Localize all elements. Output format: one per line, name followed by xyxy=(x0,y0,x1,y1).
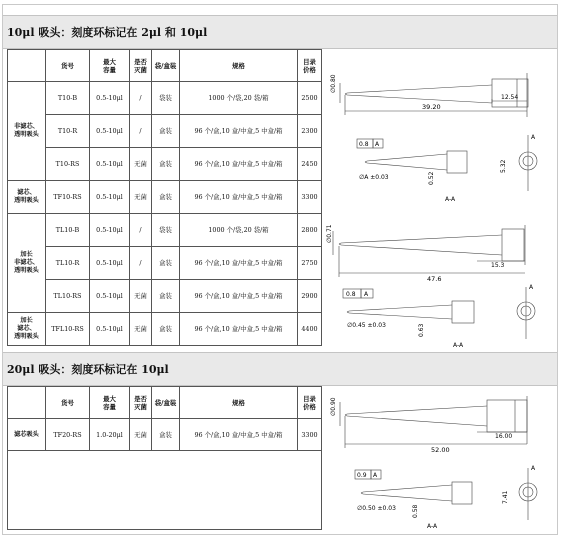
table-cell: 无菌 xyxy=(130,148,152,181)
table-row xyxy=(8,82,322,115)
table-cell: 无菌 xyxy=(130,181,152,214)
tip-diameter: ∅0.50 ±0.03 xyxy=(357,505,396,512)
table-cell: 96 个/盒,10 盒/中盒,5 中盒/箱 xyxy=(180,247,298,280)
table-cell: 0.5-10μl xyxy=(90,247,130,280)
table-cell: 2750 xyxy=(298,247,322,280)
dim-length: 47.6 xyxy=(427,275,442,283)
dim-length: 39.20 xyxy=(422,103,441,111)
tolerance-value: 0.8 xyxy=(346,291,356,298)
section-label: A-A xyxy=(453,342,464,349)
table-cell: 1.0-20μl xyxy=(90,419,130,451)
table-cell: TL10-R xyxy=(46,247,90,280)
table-cell: 袋装 xyxy=(152,82,180,115)
table-cell: 2450 xyxy=(298,148,322,181)
group-label: 滤芯吸头 xyxy=(8,419,46,451)
table-cell: 1000 个/袋,20 袋/箱 xyxy=(180,82,298,115)
group-label: 加长 滤芯、 透明吸头 xyxy=(8,313,46,346)
tolerance-value: 0.9 xyxy=(357,472,367,479)
table-cell: 0.5-10μl xyxy=(90,148,130,181)
dim-tip-length: 12.54 xyxy=(501,94,519,101)
drawing-10ul-extended xyxy=(327,213,555,351)
section-marker: A xyxy=(531,465,536,472)
section-marker: A xyxy=(529,284,534,291)
table-row xyxy=(8,313,322,346)
product-catalog-page xyxy=(2,4,558,535)
group-label: 非滤芯、 透明吸头 xyxy=(8,82,46,181)
table-cell: 无菌 xyxy=(130,419,152,451)
header-blank xyxy=(8,50,46,82)
table-cell: 0.5-10μl xyxy=(90,181,130,214)
header-blank xyxy=(8,387,46,419)
table-cell: TF20-RS xyxy=(46,419,90,451)
table-cell: 2900 xyxy=(298,280,322,313)
table-cell: 2800 xyxy=(298,214,322,247)
section-10ul-title: 10μl 吸头：刻度环标记在 2μl 和 10μl xyxy=(3,15,557,49)
dim-diameter: ∅0.90 xyxy=(330,397,337,416)
table-cell: 96 个/盒,10 盒/中盒,5 中盒/箱 xyxy=(180,115,298,148)
table-row xyxy=(8,181,322,214)
table-cell: 0.5-10μl xyxy=(90,214,130,247)
table-cell: 96 个/盒,10 盒/中盒,5 中盒/箱 xyxy=(180,419,298,451)
dim-tip-length: 15.3 xyxy=(491,262,505,269)
table-cell: 盒装 xyxy=(152,148,180,181)
dim-diameter: ∅0.71 xyxy=(326,224,333,243)
table-cell: 盒装 xyxy=(152,280,180,313)
drawing-20ul xyxy=(327,388,555,532)
column-header: 目录 价格 xyxy=(298,387,322,419)
table-cell: T10-RS xyxy=(46,148,90,181)
table-cell: 96 个/盒,10 盒/中盒,5 中盒/箱 xyxy=(180,148,298,181)
table-cell: 0.5-10μl xyxy=(90,313,130,346)
table-row xyxy=(8,115,322,148)
table-cell: 盒装 xyxy=(152,419,180,451)
wall-thickness: 0.52 xyxy=(428,171,435,185)
table-cell: TL10-RS xyxy=(46,280,90,313)
table-cell: 无菌 xyxy=(130,313,152,346)
wall-thickness: 0.58 xyxy=(412,504,419,518)
table-cell: TF10-RS xyxy=(46,181,90,214)
table-cell: / xyxy=(130,82,152,115)
column-header: 最大 容量 xyxy=(90,387,130,419)
table-cell: / xyxy=(130,214,152,247)
table-cell: 盒装 xyxy=(152,247,180,280)
dim-tip-length: 16.00 xyxy=(495,433,513,440)
table-cell: 1000 个/袋,20 袋/箱 xyxy=(180,214,298,247)
table-cell: 袋装 xyxy=(152,214,180,247)
column-header: 最大 容量 xyxy=(90,50,130,82)
tolerance-ref: A xyxy=(364,291,369,298)
group-label: 滤芯、 透明吸头 xyxy=(8,181,46,214)
table-row xyxy=(8,280,322,313)
table-cell: 3300 xyxy=(298,181,322,214)
table-cell: 盒装 xyxy=(152,115,180,148)
column-header: 货号 xyxy=(46,387,90,419)
tolerance-value: 0.8 xyxy=(359,141,369,148)
table-cell: 96 个/盒,10 盒/中盒,5 中盒/箱 xyxy=(180,280,298,313)
tolerance-ref: A xyxy=(373,472,378,479)
drawing-10ul-standard xyxy=(327,51,555,211)
tip-diameter: ∅A ±0.03 xyxy=(359,174,389,181)
column-header: 规格 xyxy=(180,387,298,419)
table-cell: / xyxy=(130,115,152,148)
table-row xyxy=(8,419,322,451)
empty-space xyxy=(8,451,322,530)
table-row xyxy=(8,214,322,247)
dim-diameter: ∅0.80 xyxy=(330,74,337,93)
table-cell: 无菌 xyxy=(130,280,152,313)
column-header: 袋/盒装 xyxy=(152,387,180,419)
table-cell: TL10-B xyxy=(46,214,90,247)
dim-length: 52.00 xyxy=(431,446,450,454)
section-20ul-title: 20μl 吸头：刻度环标记在 10μl xyxy=(3,352,557,386)
side-dimension: 5.32 xyxy=(500,159,507,173)
column-header: 目录 价格 xyxy=(298,50,322,82)
table-cell: 4400 xyxy=(298,313,322,346)
column-header: 规格 xyxy=(180,50,298,82)
tolerance-ref: A xyxy=(375,141,380,148)
table-cell: T10-R xyxy=(46,115,90,148)
table-cell: 2300 xyxy=(298,115,322,148)
spec-table-10ul xyxy=(7,49,322,346)
tip-diameter: ∅0.45 ±0.03 xyxy=(347,322,386,329)
spec-table-20ul xyxy=(7,386,322,530)
table-cell: 盒装 xyxy=(152,313,180,346)
wall-thickness: 0.63 xyxy=(418,323,425,337)
side-dimension: 7.41 xyxy=(502,490,509,504)
column-header: 是否 灭菌 xyxy=(130,387,152,419)
table-cell: 0.5-10μl xyxy=(90,82,130,115)
column-header: 是否 灭菌 xyxy=(130,50,152,82)
table-cell: 0.5-10μl xyxy=(90,115,130,148)
table-cell: TFL10-RS xyxy=(46,313,90,346)
table-cell: / xyxy=(130,247,152,280)
table-cell: 96 个/盒,10 盒/中盒,5 中盒/箱 xyxy=(180,181,298,214)
table-row xyxy=(8,247,322,280)
table-cell: 0.5-10μl xyxy=(90,280,130,313)
table-row xyxy=(8,148,322,181)
table-cell: T10-B xyxy=(46,82,90,115)
group-label: 加长 非滤芯、 透明吸头 xyxy=(8,214,46,313)
table-cell: 盒装 xyxy=(152,181,180,214)
section-label: A-A xyxy=(427,523,438,530)
column-header: 袋/盒装 xyxy=(152,50,180,82)
section-label: A-A xyxy=(445,196,456,203)
section-marker: A xyxy=(531,134,536,141)
table-cell: 96 个/盒,10 盒/中盒,5 中盒/箱 xyxy=(180,313,298,346)
table-cell: 2500 xyxy=(298,82,322,115)
column-header: 货号 xyxy=(46,50,90,82)
table-cell: 3300 xyxy=(298,419,322,451)
